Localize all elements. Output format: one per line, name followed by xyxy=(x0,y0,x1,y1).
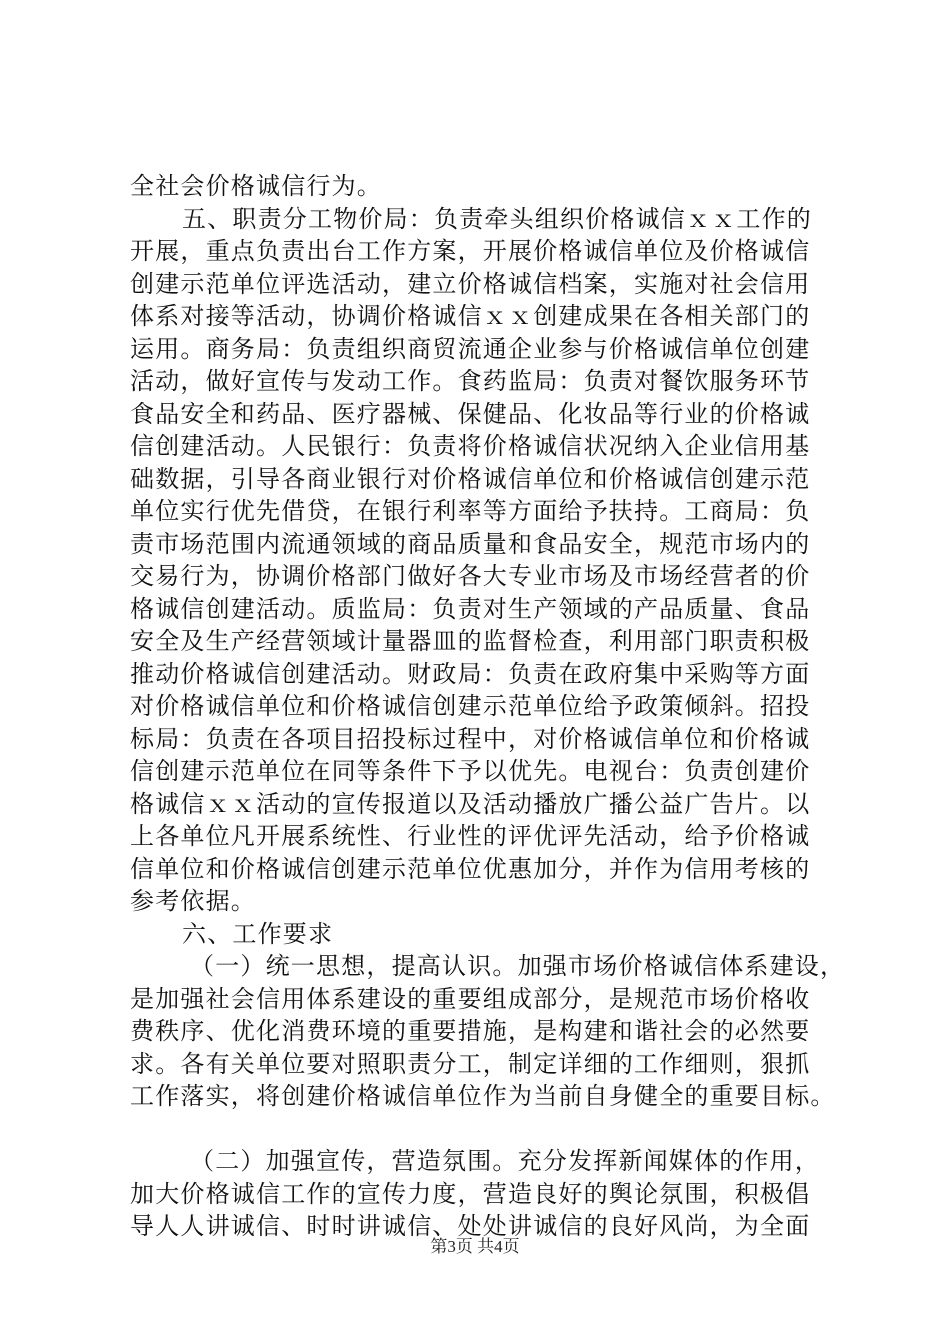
section-six-heading: 六、工作要求 xyxy=(182,919,334,948)
text-line: 费秩序、优化消费环境的重要措施，是构建和谐社会的必然要 xyxy=(130,1017,811,1045)
text-line: 标局：负责在各项目招投标过程中，对价格诚信单位和价格诚 xyxy=(130,724,811,753)
text-line: 创建示范单位评选活动，建立价格诚信档案，实施对社会信用 xyxy=(130,269,811,298)
paragraph-gap xyxy=(130,1113,830,1146)
text-line: 运用。商务局：负责组织商贸流通企业参与价格诚信单位创建 xyxy=(130,334,811,363)
text-line: 信单位和价格诚信创建示范单位优惠加分，并作为信用考核的 xyxy=(130,854,811,883)
text-line: 参考依据。 xyxy=(130,887,256,915)
document-body xyxy=(130,170,846,1243)
text-line: 全社会价格诚信行为。 xyxy=(130,172,382,200)
text-line: 信创建活动。人民银行：负责将价格诚信状况纳入企业信用基 xyxy=(130,432,811,460)
item-one-first-line: （一）统一思想，提高认识。加强市场价格诚信体系建设， xyxy=(190,952,846,980)
text-line: 食品安全和药品、医疗器械、保健品、化妆品等行业的价格诚 xyxy=(130,399,811,428)
text-line: 导人人讲诚信、时时讲诚信、处处讲诚信的良好风尚，为全面 xyxy=(130,1212,811,1240)
text-line: 础数据，引导各商业银行对价格诚信单位和价格诚信创建示范 xyxy=(130,464,811,493)
text-line: 单位实行优先借贷，在银行利率等方面给予扶持。工商局：负 xyxy=(130,497,811,525)
text-line: 推动价格诚信创建活动。财政局：负责在政府集中采购等方面 xyxy=(130,659,811,688)
text-line: 求。各有关单位要对照职责分工，制定详细的工作细则，狠抓 xyxy=(130,1049,811,1078)
text-line: 加大价格诚信工作的宣传力度，营造良好的舆论氛围，积极倡 xyxy=(130,1179,811,1208)
text-line: 开展，重点负责出台工作方案，开展价格诚信单位及价格诚信 xyxy=(130,237,811,265)
text-line: 责市场范围内流通领域的商品质量和食品安全，规范市场内的 xyxy=(130,529,811,558)
text-line: 工作落实，将创建价格诚信单位作为当前自身健全的重要目标。 xyxy=(130,1082,836,1110)
text-line: 安全及生产经营领域计量器皿的监督检查，利用部门职责积极 xyxy=(130,627,811,655)
text-line: 信创建示范单位在同等条件下予以优先。电视台：负责创建价 xyxy=(130,757,811,785)
text-line: 是加强社会信用体系建设的重要组成部分，是规范市场价格收 xyxy=(130,984,811,1013)
text-line: 交易行为，协调价格部门做好各大专业市场及市场经营者的价 xyxy=(130,562,811,590)
text-line: 格诚信ｘｘ活动的宣传报道以及活动播放广播公益广告片。以 xyxy=(130,789,811,818)
section-five-heading-line: 五、职责分工物价局：负责牵头组织价格诚信ｘｘ工作的 xyxy=(182,204,812,233)
page-footer: 第3页 共4页 xyxy=(430,1237,520,1256)
item-two-first-line: （二）加强宣传，营造氛围。充分发挥新闻媒体的作用， xyxy=(190,1147,820,1175)
text-line: 格诚信创建活动。质监局：负责对生产领域的产品质量、食品 xyxy=(130,594,811,623)
text-line: 对价格诚信单位和价格诚信创建示范单位给予政策倾斜。招投 xyxy=(130,692,811,720)
text-line: 活动，做好宣传与发动工作。食药监局：负责对餐饮服务环节 xyxy=(130,367,811,395)
text-line: 上各单位凡开展系统性、行业性的评优评先活动，给予价格诚 xyxy=(130,822,811,850)
text-line: 体系对接等活动，协调价格诚信ｘｘ创建成果在各相关部门的 xyxy=(130,302,811,330)
